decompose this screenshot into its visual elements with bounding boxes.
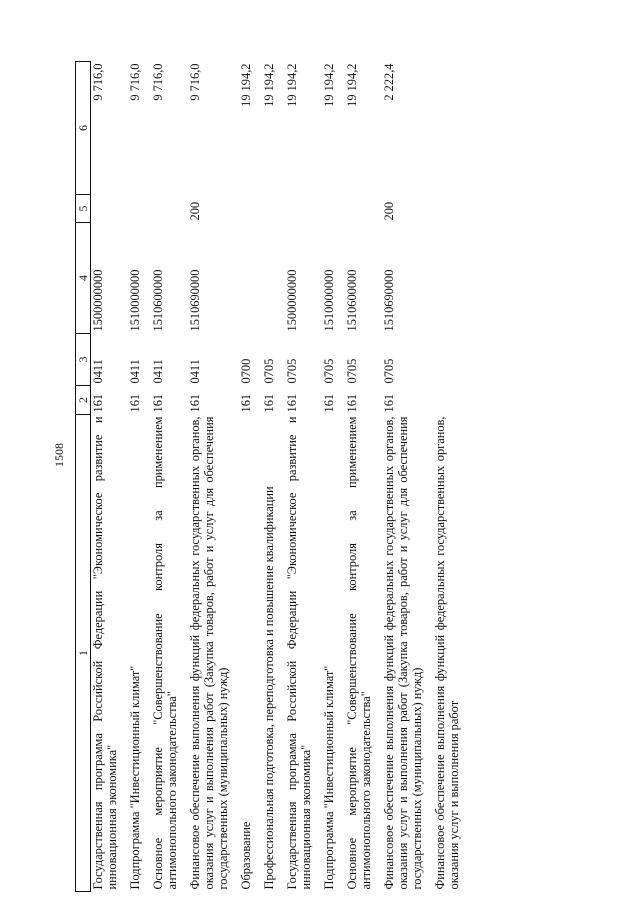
header-col-ved: 2 [76, 386, 91, 415]
cell-name: Образование [239, 821, 253, 890]
cell-vr [313, 195, 336, 223]
cell-name: Финансовое обеспечение выполнения функций федеральных государственных органов, оказания услуг и выполнения работ (Закупка товаров, работ и услуг для обеспечения государственных (муниципальных) нужд) [188, 416, 230, 890]
cell-rzpr: 0705 [285, 358, 299, 384]
cell-ved: 161 [262, 393, 276, 413]
cell-sum: 2 222,4 [382, 63, 396, 101]
cell-name: Основное мероприятие "Совершенствование контроля за применением антимонопольного законодательства" [345, 416, 373, 890]
cell-csr: 1510690000 [188, 269, 202, 332]
header-col-rzpr: 3 [76, 334, 91, 386]
cell-sum: 19 194,2 [239, 63, 253, 107]
cell-ved [424, 386, 461, 415]
page-number: 1508 [52, 443, 66, 467]
cell-vr [276, 195, 313, 223]
cell-rzpr: 0705 [262, 358, 276, 384]
cell-ved: 161 [322, 393, 336, 413]
cell-csr: 1500000000 [91, 269, 105, 332]
cell-sum: 9 716,0 [128, 63, 142, 101]
cell-csr: 1500000000 [285, 269, 299, 332]
rotated-budget-table [75, 62, 595, 892]
table-row [179, 62, 230, 892]
cell-ved: 161 [382, 393, 396, 413]
cell-sum: 19 194,2 [262, 63, 276, 107]
table-row [373, 62, 424, 892]
cell-vr [230, 195, 253, 223]
cell-vr: 200 [188, 201, 202, 221]
table-row [119, 62, 142, 892]
cell-csr [230, 223, 253, 334]
table-row [313, 62, 336, 892]
cell-vr [142, 195, 179, 223]
cell-csr: 1510600000 [345, 269, 359, 332]
cell-name: Финансовое обеспечение выполнения функций федеральных государственных органов, оказания услуг и выполнения работ [433, 416, 461, 890]
cell-rzpr: 0705 [382, 358, 396, 384]
cell-csr: 1510600000 [151, 269, 165, 332]
cell-sum [424, 62, 461, 195]
cell-vr [91, 195, 120, 223]
header-col-csr: 4 [76, 223, 91, 334]
table-row [91, 62, 120, 892]
cell-ved: 161 [128, 393, 142, 413]
cell-vr [253, 195, 276, 223]
cell-vr [336, 195, 373, 223]
cell-ved: 161 [151, 393, 165, 413]
cell-sum: 19 194,2 [322, 63, 336, 107]
cell-csr: 1510690000 [382, 269, 396, 332]
cell-ved: 161 [91, 393, 105, 413]
header-col-name: 1 [76, 415, 91, 892]
cell-rzpr: 0705 [322, 358, 336, 384]
cell-csr [253, 223, 276, 334]
cell-name: Основное мероприятие "Совершенствование контроля за применением антимонопольного законодательства" [151, 416, 179, 890]
cell-name: Финансовое обеспечение выполнения функций федеральных государственных органов, оказания услуг и выполнения работ (Закупка товаров, работ и услуг для обеспечения государственных (муниципальных) нужд) [382, 416, 424, 890]
table-row [253, 62, 276, 892]
cell-name: Государственная программа Российской Федерации "Экономическое развитие и инновационная экономика" [285, 416, 313, 890]
cell-rzpr: 0705 [345, 358, 359, 384]
cell-sum: 9 716,0 [188, 63, 202, 101]
cell-csr [424, 223, 461, 334]
table-row [142, 62, 179, 892]
cell-name: Профессиональная подготовка, переподготовка и повышение квалификации [262, 486, 276, 890]
cell-ved: 161 [239, 393, 253, 413]
cell-name: Подпрограмма "Инвестиционный климат" [128, 665, 142, 890]
cell-ved: 161 [188, 393, 202, 413]
cell-rzpr: 0411 [91, 359, 105, 384]
cell-sum: 9 716,0 [151, 63, 165, 101]
cell-rzpr: 0411 [188, 359, 202, 384]
cell-name: Подпрограмма "Инвестиционный климат" [322, 665, 336, 890]
cell-vr [424, 195, 461, 223]
cell-sum: 19 194,2 [345, 63, 359, 107]
header-col-vr: 5 [76, 195, 91, 223]
table-row [336, 62, 373, 892]
table-header-row [76, 62, 91, 892]
header-col-sum: 6 [76, 62, 91, 195]
budget-table [75, 61, 461, 892]
cell-csr: 1510000000 [128, 269, 142, 332]
cell-rzpr: 0411 [151, 359, 165, 384]
cell-ved: 161 [345, 393, 359, 413]
table-row [276, 62, 313, 892]
cell-vr [119, 195, 142, 223]
cell-sum: 9 716,0 [91, 63, 105, 101]
table-row [230, 62, 253, 892]
cell-rzpr: 0700 [239, 358, 253, 384]
cell-name: Государственная программа Российской Федерации "Экономическое развитие и инновационная экономика" [91, 416, 119, 890]
cell-csr: 1510000000 [322, 269, 336, 332]
cell-ved: 161 [285, 393, 299, 413]
cell-sum: 19 194,2 [285, 63, 299, 107]
cell-vr: 200 [382, 201, 396, 221]
table-row [424, 62, 461, 892]
cell-rzpr: 0411 [128, 359, 142, 384]
cell-rzpr [424, 334, 461, 386]
